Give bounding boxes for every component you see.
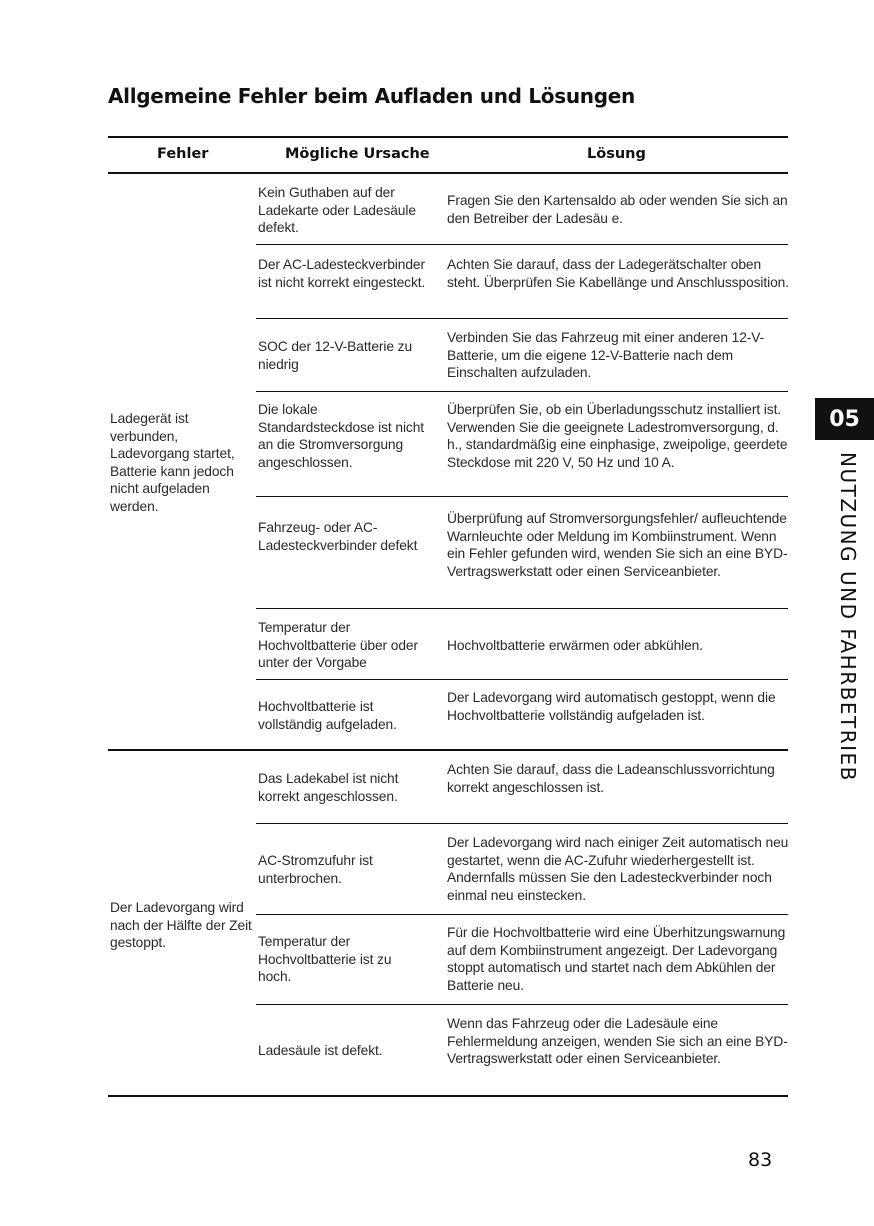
cause-cell: Fahrzeug- oder AC-Ladesteckverbinder defekt xyxy=(258,520,418,553)
row-rule xyxy=(256,496,788,497)
solution-cell: Fragen Sie den Kartensaldo ab oder wenden Sie sich an den Betreiber der Ladesäu e. xyxy=(447,193,788,226)
solution-cell: Der Ladevorgang wird nach einiger Zeit automatisch neu gestartet, wenn die AC-Zufuhr wiederhergestellt ist. Andernfalls müssen Sie den Ladesteckverbinder noch einmal neu einstecken. xyxy=(447,835,789,903)
solution-cell: Für die Hochvoltbatterie wird eine Überhitzungswarnung auf dem Kombiinstrument angezeigt. Der Ladevorgang stoppt automatisch und startet nach dem Abkühlen der Batterie neu. xyxy=(447,925,786,993)
header-loesung: Lösung xyxy=(587,146,646,162)
group-fehler: Ladegerät ist verbunden, Ladevorgang startet, Batterie kann jedoch nicht aufgeladen werden. xyxy=(110,411,235,514)
row-rule xyxy=(256,1004,788,1005)
chapter-label: NUTZUNG UND FAHRBETRIEB xyxy=(836,452,860,782)
row-rule xyxy=(256,244,788,245)
header-ursache: Mögliche Ursache xyxy=(285,146,430,162)
group-rule xyxy=(108,749,788,751)
row-rule xyxy=(256,914,788,915)
cause-cell: SOC der 12-V-Batterie zu niedrig xyxy=(258,339,413,372)
cause-cell: Hochvoltbatterie ist vollständig aufgeladen. xyxy=(258,699,397,732)
cause-cell: Das Ladekabel ist nicht korrekt angeschlossen. xyxy=(258,771,399,804)
row-rule xyxy=(256,318,788,319)
cause-cell: Temperatur der Hochvoltbatterie ist zu hoch. xyxy=(258,934,392,985)
solution-cell: Überprüfung auf Stromversorgungsfehler/ aufleuchtende Warnleuchte oder Meldung im Kombiinstrument. Wenn ein Fehler gefunden wird, wenden Sie sich an eine BYD-Vertragswerkstatt oder einen Serviceanbieter. xyxy=(447,511,788,579)
solution-cell: Der Ladevorgang wird automatisch gestoppt, wenn die Hochvoltbatterie vollständig aufgeladen ist. xyxy=(447,690,776,723)
cause-cell: Temperatur der Hochvoltbatterie über oder unter der Vorgabe xyxy=(258,620,418,671)
group-fehler: Der Ladevorgang wird nach der Hälfte der Zeit gestoppt. xyxy=(110,900,252,951)
cause-cell: AC-Stromzufuhr ist unterbrochen. xyxy=(258,853,373,886)
header-fehler: Fehler xyxy=(157,146,209,162)
table-bottom-rule xyxy=(108,1095,788,1097)
cause-cell: Kein Guthaben auf der Ladekarte oder Ladesäule defekt. xyxy=(258,185,416,236)
row-rule xyxy=(256,391,788,392)
row-rule xyxy=(256,679,788,680)
solution-cell: Achten Sie darauf, dass die Ladeanschlussvorrichtung korrekt angeschlossen ist. xyxy=(447,762,775,795)
cause-cell: Ladesäule ist defekt. xyxy=(258,1043,383,1058)
solution-cell: Achten Sie darauf, dass der Ladegerätschalter oben steht. Überprüfen Sie Kabellänge und Anschlussposition. xyxy=(447,257,789,290)
header-bottom-rule xyxy=(108,172,788,174)
table-top-rule xyxy=(108,136,788,138)
solution-cell: Überprüfen Sie, ob ein Überladungsschutz installiert ist. Verwenden Sie die geeignete Ladestromversorgung, d. h., standardmäßig eine einphasige, zweipolige, geerdete Steckdose mit 220 V, 50 Hz und 10 A. xyxy=(447,402,788,470)
cause-cell: Die lokale Standardsteckdose ist nicht an die Stromversorgung angeschlossen. xyxy=(258,402,425,470)
page-title: Allgemeine Fehler beim Aufladen und Lösungen xyxy=(108,84,635,108)
page-number: 83 xyxy=(748,1149,773,1171)
row-rule xyxy=(256,608,788,609)
solution-cell: Wenn das Fahrzeug oder die Ladesäule eine Fehlermeldung anzeigen, wenden Sie sich an eine BYD-Vertragswerkstatt oder einen Serviceanbieter. xyxy=(447,1016,788,1067)
solution-cell: Verbinden Sie das Fahrzeug mit einer anderen 12-V-Batterie, um die eigene 12-V-Batterie nach dem Einschalten aufzuladen. xyxy=(447,330,765,381)
row-rule xyxy=(256,823,788,824)
solution-cell: Hochvoltbatterie erwärmen oder abkühlen. xyxy=(447,638,703,653)
cause-cell: Der AC-Ladesteckverbinder ist nicht korrekt eingesteckt. xyxy=(258,257,426,290)
chapter-tab: 05 xyxy=(815,398,874,440)
